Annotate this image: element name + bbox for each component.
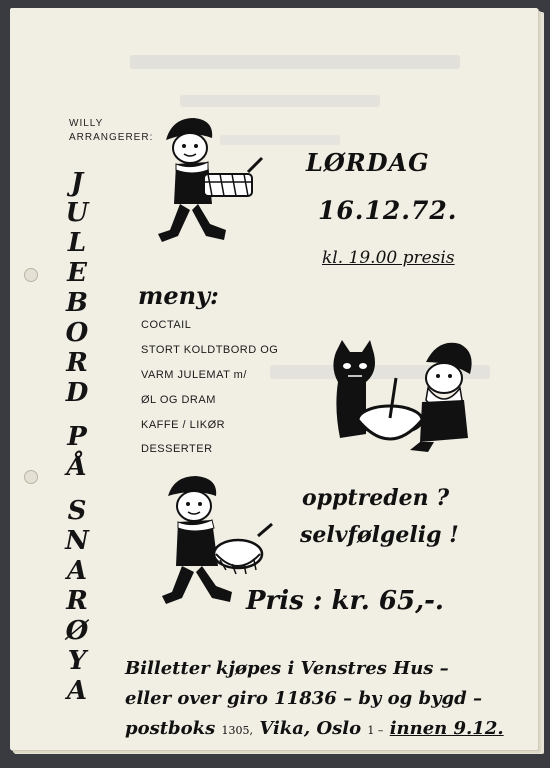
footer-line-2: eller over giro 11836 – by og bygd – — [125, 688, 482, 709]
ticket-price: Pris : kr. 65,-. — [246, 586, 444, 616]
vertical-title-letter: P — [67, 422, 87, 452]
event-day: LØRDAG — [306, 148, 430, 177]
vertical-title-letter: E — [67, 258, 87, 288]
footer-deadline: innen 9.12. — [389, 718, 504, 739]
vertical-title-letter: L — [67, 228, 87, 258]
vertical-title-letter: D — [65, 378, 89, 408]
vertical-title-letter: Y — [67, 646, 87, 676]
menu-item: DESSERTER — [141, 443, 213, 455]
vertical-title-letter: R — [66, 348, 88, 378]
event-date: 16.12.72. — [318, 196, 458, 225]
footer-postbox-label: postboks — [125, 718, 216, 739]
organizer-verb: ARRANGERER: — [69, 132, 154, 143]
footer-line-3 — [125, 718, 504, 739]
organizer-label — [69, 117, 153, 145]
footer-postbox-place: Vika, Oslo — [259, 718, 362, 739]
vertical-title-letter: O — [65, 318, 89, 348]
nisse-drum-illustration-top — [152, 112, 268, 252]
binder-hole-top — [24, 268, 38, 282]
cat-and-nisse-illustration — [330, 338, 480, 458]
vertical-title-letter: A — [66, 676, 88, 706]
menu-item: COCTAIL — [141, 319, 192, 331]
vertical-title-letter: J — [70, 168, 84, 198]
vertical-title-letter: A — [66, 556, 88, 586]
entertainment-answer: selvfølgelig ! — [300, 522, 459, 548]
footer-postbox-code: 1 – — [367, 724, 384, 737]
event-time: kl. 19.00 presis — [322, 248, 455, 268]
menu-heading: meny: — [138, 281, 219, 310]
menu-item: KAFFE / LIKØR — [141, 419, 226, 431]
vertical-title-letter: N — [65, 526, 89, 556]
vertical-title-letter: R — [66, 586, 88, 616]
vertical-title-letter: Å — [66, 452, 88, 482]
vertical-title-letter: Ø — [65, 616, 89, 646]
vertical-title-letter: B — [66, 288, 88, 318]
vertical-title-letter — [62, 482, 92, 496]
entertainment-question: opptreden ? — [302, 485, 450, 511]
vertical-title-letter: S — [67, 496, 87, 526]
organizer-name: WILLY — [69, 118, 104, 129]
footer-postbox-number: 1305, — [221, 724, 254, 737]
vertical-title-letter — [62, 408, 92, 422]
vertical-title — [62, 168, 92, 706]
menu-item: STORT KOLDTBORD OG — [141, 344, 279, 356]
footer-line-1: Billetter kjøpes i Venstres Hus – — [125, 658, 449, 679]
binder-hole-bottom — [24, 470, 38, 484]
menu-item: VARM JULEMAT m/ — [141, 369, 247, 381]
menu-item: ØL OG DRAM — [141, 394, 216, 406]
vertical-title-letter: U — [65, 198, 89, 228]
